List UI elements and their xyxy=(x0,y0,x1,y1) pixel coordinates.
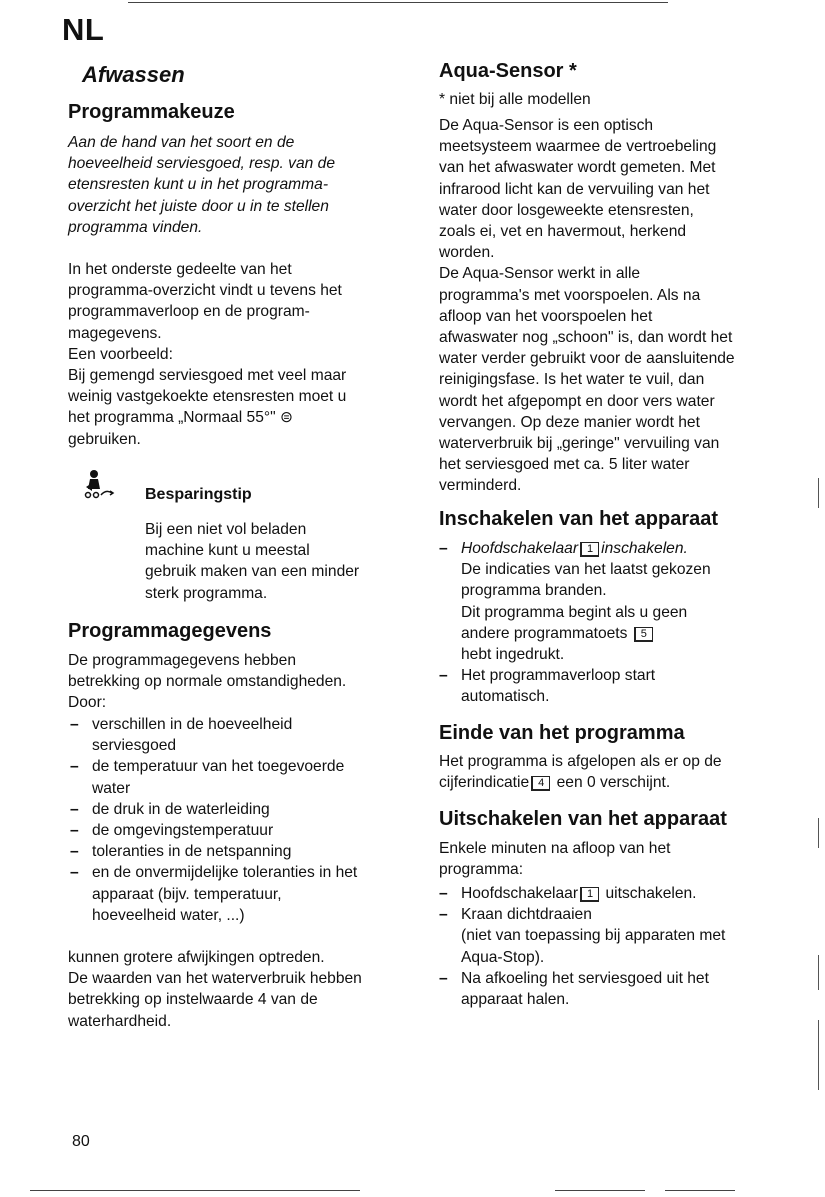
text-line: de omgevingstemperatuur xyxy=(92,822,274,840)
programmakeuze-paragraph-2 xyxy=(68,259,346,450)
text-line: wordt het afgepompt en door vers water xyxy=(439,392,715,410)
text-line: vervangen. Op deze manier wordt het xyxy=(439,413,700,431)
text-line: sterk programma. xyxy=(145,584,268,602)
text-line: gebruiken. xyxy=(68,430,141,448)
text-line: Bij een niet vol beladen xyxy=(145,521,307,538)
heading-programmagegevens: Programmagegevens xyxy=(68,620,272,642)
programmakeuze-paragraph-1 xyxy=(68,132,335,238)
main-switch-label-off: Hoofdschakelaar xyxy=(461,885,579,902)
digit-display-key: 4 xyxy=(531,776,550,791)
switch-off-text: uitschakelen. xyxy=(605,885,697,902)
programmagegevens-outro xyxy=(68,947,362,1032)
aqua-sensor-paragraph xyxy=(439,115,735,497)
list-item: – de temperatuur van het toegevoerde water xyxy=(70,756,357,798)
text-line: toleranties in de netspanning xyxy=(92,843,292,861)
text-line: verminderd. xyxy=(439,477,522,495)
list-item: – verschillen in de hoeveelheid serviesgoed xyxy=(70,714,357,756)
text-line: programma vinden. xyxy=(68,218,203,236)
page-number: 80 xyxy=(72,1133,90,1150)
text-line: afloop van het voorspoelen het xyxy=(439,307,653,325)
digit-display-label: cijferindicatie xyxy=(439,774,530,792)
text-line: programma's met voorspoelen. Als na xyxy=(439,286,701,304)
language-code: NL xyxy=(62,12,105,47)
text-line: Bij gemengd serviesgoed met veel maar xyxy=(68,367,347,385)
einde-line-1: Het programma is afgelopen als er op de xyxy=(439,753,722,770)
text-line: Aan de hand van het soort en de xyxy=(68,134,295,151)
inschakelen-item-2-text xyxy=(461,665,711,707)
list-item: – toleranties in de netspanning xyxy=(70,841,357,862)
text-line: kunnen grotere afwijkingen optreden. xyxy=(68,949,325,966)
edge-mark-2 xyxy=(818,818,819,848)
text-line: Na afkoeling het serviesgoed uit het xyxy=(461,969,709,987)
text-line: Dit programma begint als u geen xyxy=(461,603,688,621)
text-line: verschillen in de hoeveelheid xyxy=(92,716,293,733)
text-line: meetsysteem waarmee de vertroebeling xyxy=(439,138,717,156)
text-line: etensresten kunt u in het programma- xyxy=(68,176,329,194)
text-line: Het programmaverloop start xyxy=(461,667,656,685)
text-line: apparaat (bijv. temperatuur, xyxy=(92,885,282,903)
text-line: het programma „Normaal 55°" ⊜ xyxy=(68,409,294,427)
inschakelen-list xyxy=(439,538,711,708)
list-item: – de omgevingstemperatuur xyxy=(70,820,357,841)
edge-mark-1 xyxy=(818,478,819,508)
text-line: het serviesgoed met ca. 5 liter water xyxy=(439,456,690,474)
text-line: machine kunt u meestal xyxy=(145,542,310,560)
text-line: betrekking op normale omstandigheden. xyxy=(68,673,347,691)
text-line: Aqua-Stop). xyxy=(461,948,545,966)
text-line: (niet van toepassing bij apparaten met xyxy=(461,927,726,945)
text-line: water xyxy=(92,779,131,797)
text-line: programma: xyxy=(439,861,524,879)
bottom-rule-mid xyxy=(555,1190,645,1191)
top-rule xyxy=(128,2,668,3)
main-switch-label: Hoofdschakelaar xyxy=(461,540,579,557)
pressed-text: hebt ingedrukt. xyxy=(461,646,565,664)
bottom-rule-right xyxy=(665,1190,735,1191)
text-line: gebruik maken van een minder xyxy=(145,563,360,581)
text-line: programma branden. xyxy=(461,582,607,600)
text-line: weinig vastgekoekte etensresten moet u xyxy=(68,388,347,406)
text-line: waterhardheid. xyxy=(68,1012,172,1030)
text-line: De programmagegevens hebben xyxy=(68,652,296,669)
text-line: Enkele minuten na afloop van het xyxy=(439,840,671,857)
text-line: van het afwaswater wordt gemeten. Met xyxy=(439,159,716,177)
text-line: In het onderste gedeelte van het xyxy=(68,261,292,278)
tip-text xyxy=(145,519,359,604)
uitschakelen-item-3: – Na afkoeling het serviesgoed uit het apparaat halen. xyxy=(439,968,725,1010)
uitschakelen-item-3-text xyxy=(461,968,725,1010)
heading-aqua-sensor: Aqua-Sensor * xyxy=(439,60,577,82)
text-line: magegevens. xyxy=(68,324,162,342)
text-line: De Aqua-Sensor werkt in alle xyxy=(439,265,641,283)
tip-title: Besparingstip xyxy=(145,486,252,503)
program-key-label: andere programmatoets xyxy=(461,624,628,642)
text-line: overzicht het juiste door u in te stellen xyxy=(68,197,329,215)
text-line: water verder gebruikt voor de aansluitende xyxy=(439,350,735,368)
edge-mark-3 xyxy=(818,955,819,990)
text-line: serviesgoed xyxy=(92,737,177,755)
inschakelen-item-1-text xyxy=(461,559,711,623)
text-line: de druk in de waterleiding xyxy=(92,800,270,818)
einde-paragraph xyxy=(439,751,722,793)
text-line: infrarood licht kan de vervuiling van het xyxy=(439,180,710,198)
heading-einde: Einde van het programma xyxy=(439,722,685,744)
bottom-rule-left xyxy=(30,1190,360,1191)
einde-verschijnt: verschijnt. xyxy=(600,774,671,792)
text-line: zoals ei, vet en havermout, herkend xyxy=(439,223,687,241)
uitschakelen-list xyxy=(439,883,725,1010)
inschakelen-item-2: – Het programmaverloop start automatisch. xyxy=(439,665,711,707)
programmagegevens-list xyxy=(70,714,357,926)
program-key-symbol: 5 xyxy=(634,627,653,642)
uitschakelen-item-2-text xyxy=(461,904,725,968)
eco-tip-icon xyxy=(82,465,118,501)
text-line: programma-overzicht vindt u tevens het xyxy=(68,282,342,300)
uitschakelen-item-2: – Kraan dichtdraaien (niet van toepassing bij apparaten met Aqua-Stop). xyxy=(439,904,725,968)
uitschakelen-item-1: – Hoofdschakelaar 1 uitschakelen. xyxy=(439,885,697,902)
text-line: De waarden van het waterverbruik hebben xyxy=(68,970,362,988)
switch-on-text: inschakelen. xyxy=(601,540,688,557)
text-line: worden. xyxy=(439,244,495,262)
text-line: en de onvermijdelijke toleranties in het xyxy=(92,864,358,882)
aqua-sensor-footnote: * niet bij alle modellen xyxy=(439,91,591,108)
text-line: programmaverloop en de program- xyxy=(68,303,310,321)
section-title: Afwassen xyxy=(82,62,185,87)
text-line: water door losgeweekte etensresten, xyxy=(439,201,694,219)
text-line: de temperatuur van het toegevoerde xyxy=(92,758,345,776)
text-line: De Aqua-Sensor is een optisch xyxy=(439,117,654,134)
zero-display-glyph: 0 xyxy=(586,774,596,792)
einde-een: een xyxy=(556,774,583,792)
text-line: hoeveelheid serviesgoed, resp. van de xyxy=(68,155,336,173)
heading-programmakeuze: Programmakeuze xyxy=(68,101,235,123)
text-line: hoeveelheid water, ...) xyxy=(92,906,245,924)
text-line: Een voorbeeld: xyxy=(68,345,173,363)
text-line: reinigingsfase. Is het water te vuil, dan xyxy=(439,371,705,389)
uitschakelen-intro xyxy=(439,838,670,880)
text-line: betrekking op instelwaarde 4 van de xyxy=(68,991,318,1009)
text-line: afwaswater nog „schoon" is, dan wordt het xyxy=(439,329,733,347)
text-line: Door: xyxy=(68,694,107,712)
text-line: automatisch. xyxy=(461,688,550,706)
programmagegevens-intro xyxy=(68,650,346,714)
heading-uitschakelen: Uitschakelen van het apparaat xyxy=(439,808,727,830)
text-line: Kraan dichtdraaien xyxy=(461,906,592,924)
list-item: – en de onvermijdelijke toleranties in het apparaat (bijv. temperatuur, hoeveelheid water, ...) xyxy=(70,862,357,926)
text-line: De indicaties van het laatst gekozen xyxy=(461,561,711,579)
edge-mark-4 xyxy=(818,1020,819,1090)
inschakelen-item-1: – Hoofdschakelaar 1 inschakelen. De indicaties van het laatst gekozen programma branden. Dit programma begint als u geen andere programmatoets 5 hebt ingedrukt. xyxy=(439,538,711,665)
text-line: waterverbruik bij „geringe" vervuiling van xyxy=(439,435,720,453)
heading-inschakelen: Inschakelen van het apparaat xyxy=(439,508,719,530)
main-switch-key-symbol: 1 xyxy=(580,542,599,557)
list-item: – de druk in de waterleiding xyxy=(70,799,357,820)
main-switch-key-symbol-off: 1 xyxy=(580,887,599,902)
text-line: apparaat halen. xyxy=(461,991,570,1009)
